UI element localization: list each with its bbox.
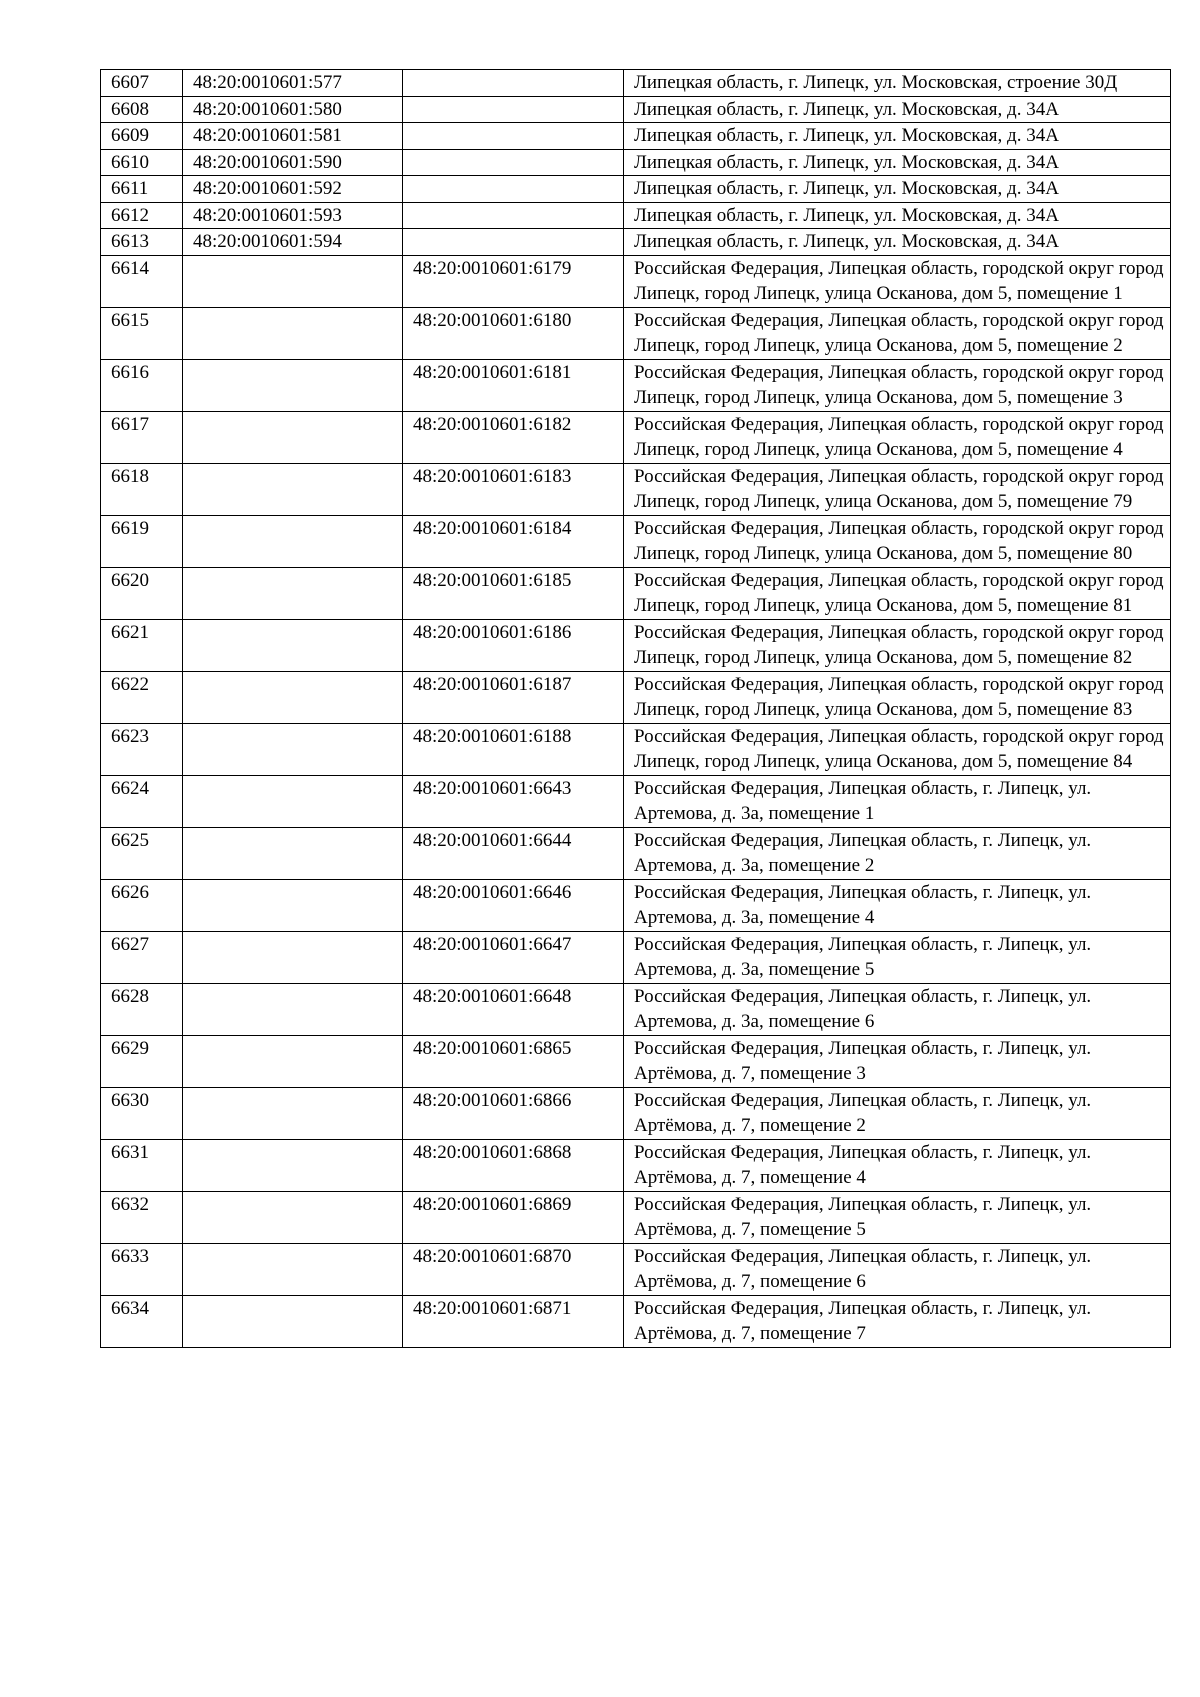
registry-table [100,69,1171,1348]
land-cadastral-number [183,1243,403,1295]
object-address: Российская Федерация, Липецкая область, городской округ город Липецк, город Липецк, улица Осканова, дом 5, помещение 84 [624,723,1171,775]
premises-cadastral-number: 48:20:0010601:6184 [403,515,624,567]
row-number: 6609 [101,123,183,150]
premises-cadastral-number: 48:20:0010601:6871 [403,1295,624,1347]
object-address: Российская Федерация, Липецкая область, г. Липецк, ул. Артемова, д. 3а, помещение 2 [624,827,1171,879]
land-cadastral-number [183,619,403,671]
land-cadastral-number [183,1191,403,1243]
object-address: Российская Федерация, Липецкая область, г. Липецк, ул. Артёмова, д. 7, помещение 3 [624,1035,1171,1087]
object-address: Российская Федерация, Липецкая область, городской округ город Липецк, город Липецк, улица Осканова, дом 5, помещение 80 [624,515,1171,567]
row-number: 6625 [101,827,183,879]
premises-cadastral-number: 48:20:0010601:6179 [403,255,624,307]
row-number: 6607 [101,70,183,97]
row-number: 6618 [101,463,183,515]
object-address: Российская Федерация, Липецкая область, городской округ город Липецк, город Липецк, улица Осканова, дом 5, помещение 1 [624,255,1171,307]
document-page [100,69,1170,1348]
land-cadastral-number: 48:20:0010601:594 [183,229,403,256]
land-cadastral-number: 48:20:0010601:592 [183,176,403,203]
table-row [101,983,1171,1035]
table-row [101,827,1171,879]
land-cadastral-number: 48:20:0010601:580 [183,96,403,123]
premises-cadastral-number [403,229,624,256]
row-number: 6624 [101,775,183,827]
table-row [101,70,1171,97]
object-address: Российская Федерация, Липецкая область, г. Липецк, ул. Артемова, д. 3а, помещение 4 [624,879,1171,931]
premises-cadastral-number: 48:20:0010601:6643 [403,775,624,827]
row-number: 6611 [101,176,183,203]
premises-cadastral-number: 48:20:0010601:6869 [403,1191,624,1243]
object-address: Российская Федерация, Липецкая область, г. Липецк, ул. Артёмова, д. 7, помещение 4 [624,1139,1171,1191]
land-cadastral-number [183,463,403,515]
row-number: 6615 [101,307,183,359]
table-row [101,1191,1171,1243]
row-number: 6610 [101,149,183,176]
premises-cadastral-number: 48:20:0010601:6185 [403,567,624,619]
land-cadastral-number [183,671,403,723]
registry-table-body [101,70,1171,1348]
row-number: 6616 [101,359,183,411]
land-cadastral-number [183,723,403,775]
table-row [101,463,1171,515]
land-cadastral-number [183,307,403,359]
premises-cadastral-number: 48:20:0010601:6183 [403,463,624,515]
land-cadastral-number [183,827,403,879]
row-number: 6617 [101,411,183,463]
row-number: 6631 [101,1139,183,1191]
object-address: Липецкая область, г. Липецк, ул. Московская, д. 34А [624,176,1171,203]
table-row [101,1087,1171,1139]
object-address: Липецкая область, г. Липецк, ул. Московская, д. 34А [624,123,1171,150]
object-address: Липецкая область, г. Липецк, ул. Московская, д. 34А [624,229,1171,256]
land-cadastral-number [183,1139,403,1191]
land-cadastral-number [183,879,403,931]
row-number: 6619 [101,515,183,567]
land-cadastral-number [183,515,403,567]
object-address: Российская Федерация, Липецкая область, городской округ город Липецк, город Липецк, улица Осканова, дом 5, помещение 82 [624,619,1171,671]
table-row [101,96,1171,123]
premises-cadastral-number: 48:20:0010601:6646 [403,879,624,931]
table-row [101,931,1171,983]
row-number: 6630 [101,1087,183,1139]
table-row [101,123,1171,150]
row-number: 6613 [101,229,183,256]
object-address: Липецкая область, г. Липецк, ул. Московская, д. 34А [624,149,1171,176]
table-row [101,255,1171,307]
table-row [101,671,1171,723]
premises-cadastral-number [403,70,624,97]
object-address: Российская Федерация, Липецкая область, г. Липецк, ул. Артемова, д. 3а, помещение 1 [624,775,1171,827]
object-address: Российская Федерация, Липецкая область, городской округ город Липецк, город Липецк, улица Осканова, дом 5, помещение 83 [624,671,1171,723]
premises-cadastral-number: 48:20:0010601:6188 [403,723,624,775]
land-cadastral-number: 48:20:0010601:593 [183,202,403,229]
object-address: Российская Федерация, Липецкая область, г. Липецк, ул. Артёмова, д. 7, помещение 6 [624,1243,1171,1295]
row-number: 6626 [101,879,183,931]
object-address: Липецкая область, г. Липецк, ул. Московская, д. 34А [624,202,1171,229]
table-row [101,567,1171,619]
row-number: 6614 [101,255,183,307]
premises-cadastral-number: 48:20:0010601:6644 [403,827,624,879]
object-address: Российская Федерация, Липецкая область, городской округ город Липецк, город Липецк, улица Осканова, дом 5, помещение 81 [624,567,1171,619]
object-address: Российская Федерация, Липецкая область, городской округ город Липецк, город Липецк, улица Осканова, дом 5, помещение 4 [624,411,1171,463]
object-address: Российская Федерация, Липецкая область, городской округ город Липецк, город Липецк, улица Осканова, дом 5, помещение 3 [624,359,1171,411]
premises-cadastral-number: 48:20:0010601:6868 [403,1139,624,1191]
table-row [101,359,1171,411]
premises-cadastral-number: 48:20:0010601:6186 [403,619,624,671]
land-cadastral-number [183,931,403,983]
table-row [101,229,1171,256]
table-row [101,1139,1171,1191]
table-row [101,307,1171,359]
land-cadastral-number [183,411,403,463]
premises-cadastral-number [403,202,624,229]
land-cadastral-number: 48:20:0010601:577 [183,70,403,97]
premises-cadastral-number: 48:20:0010601:6865 [403,1035,624,1087]
premises-cadastral-number: 48:20:0010601:6180 [403,307,624,359]
land-cadastral-number [183,775,403,827]
object-address: Российская Федерация, Липецкая область, городской округ город Липецк, город Липецк, улица Осканова, дом 5, помещение 79 [624,463,1171,515]
land-cadastral-number [183,1087,403,1139]
row-number: 6634 [101,1295,183,1347]
row-number: 6621 [101,619,183,671]
row-number: 6620 [101,567,183,619]
land-cadastral-number [183,359,403,411]
object-address: Российская Федерация, Липецкая область, г. Липецк, ул. Артемова, д. 3а, помещение 5 [624,931,1171,983]
table-row [101,202,1171,229]
premises-cadastral-number: 48:20:0010601:6648 [403,983,624,1035]
land-cadastral-number [183,1295,403,1347]
premises-cadastral-number: 48:20:0010601:6870 [403,1243,624,1295]
row-number: 6623 [101,723,183,775]
premises-cadastral-number [403,123,624,150]
table-row [101,1243,1171,1295]
table-row [101,1035,1171,1087]
land-cadastral-number [183,255,403,307]
row-number: 6622 [101,671,183,723]
object-address: Российская Федерация, Липецкая область, г. Липецк, ул. Артёмова, д. 7, помещение 7 [624,1295,1171,1347]
table-row [101,149,1171,176]
premises-cadastral-number: 48:20:0010601:6182 [403,411,624,463]
object-address: Российская Федерация, Липецкая область, городской округ город Липецк, город Липецк, улица Осканова, дом 5, помещение 2 [624,307,1171,359]
table-row [101,723,1171,775]
premises-cadastral-number [403,96,624,123]
premises-cadastral-number: 48:20:0010601:6187 [403,671,624,723]
premises-cadastral-number: 48:20:0010601:6181 [403,359,624,411]
land-cadastral-number [183,567,403,619]
premises-cadastral-number: 48:20:0010601:6866 [403,1087,624,1139]
row-number: 6608 [101,96,183,123]
object-address: Российская Федерация, Липецкая область, г. Липецк, ул. Артемова, д. 3а, помещение 6 [624,983,1171,1035]
premises-cadastral-number: 48:20:0010601:6647 [403,931,624,983]
row-number: 6628 [101,983,183,1035]
object-address: Российская Федерация, Липецкая область, г. Липецк, ул. Артёмова, д. 7, помещение 5 [624,1191,1171,1243]
premises-cadastral-number [403,149,624,176]
table-row [101,879,1171,931]
table-row [101,775,1171,827]
row-number: 6627 [101,931,183,983]
object-address: Российская Федерация, Липецкая область, г. Липецк, ул. Артёмова, д. 7, помещение 2 [624,1087,1171,1139]
land-cadastral-number: 48:20:0010601:590 [183,149,403,176]
premises-cadastral-number [403,176,624,203]
object-address: Липецкая область, г. Липецк, ул. Московская, д. 34А [624,96,1171,123]
table-row [101,411,1171,463]
row-number: 6629 [101,1035,183,1087]
table-row [101,1295,1171,1347]
row-number: 6612 [101,202,183,229]
land-cadastral-number [183,983,403,1035]
land-cadastral-number: 48:20:0010601:581 [183,123,403,150]
table-row [101,515,1171,567]
table-row [101,619,1171,671]
object-address: Липецкая область, г. Липецк, ул. Московская, строение 30Д [624,70,1171,97]
row-number: 6632 [101,1191,183,1243]
land-cadastral-number [183,1035,403,1087]
table-row [101,176,1171,203]
row-number: 6633 [101,1243,183,1295]
